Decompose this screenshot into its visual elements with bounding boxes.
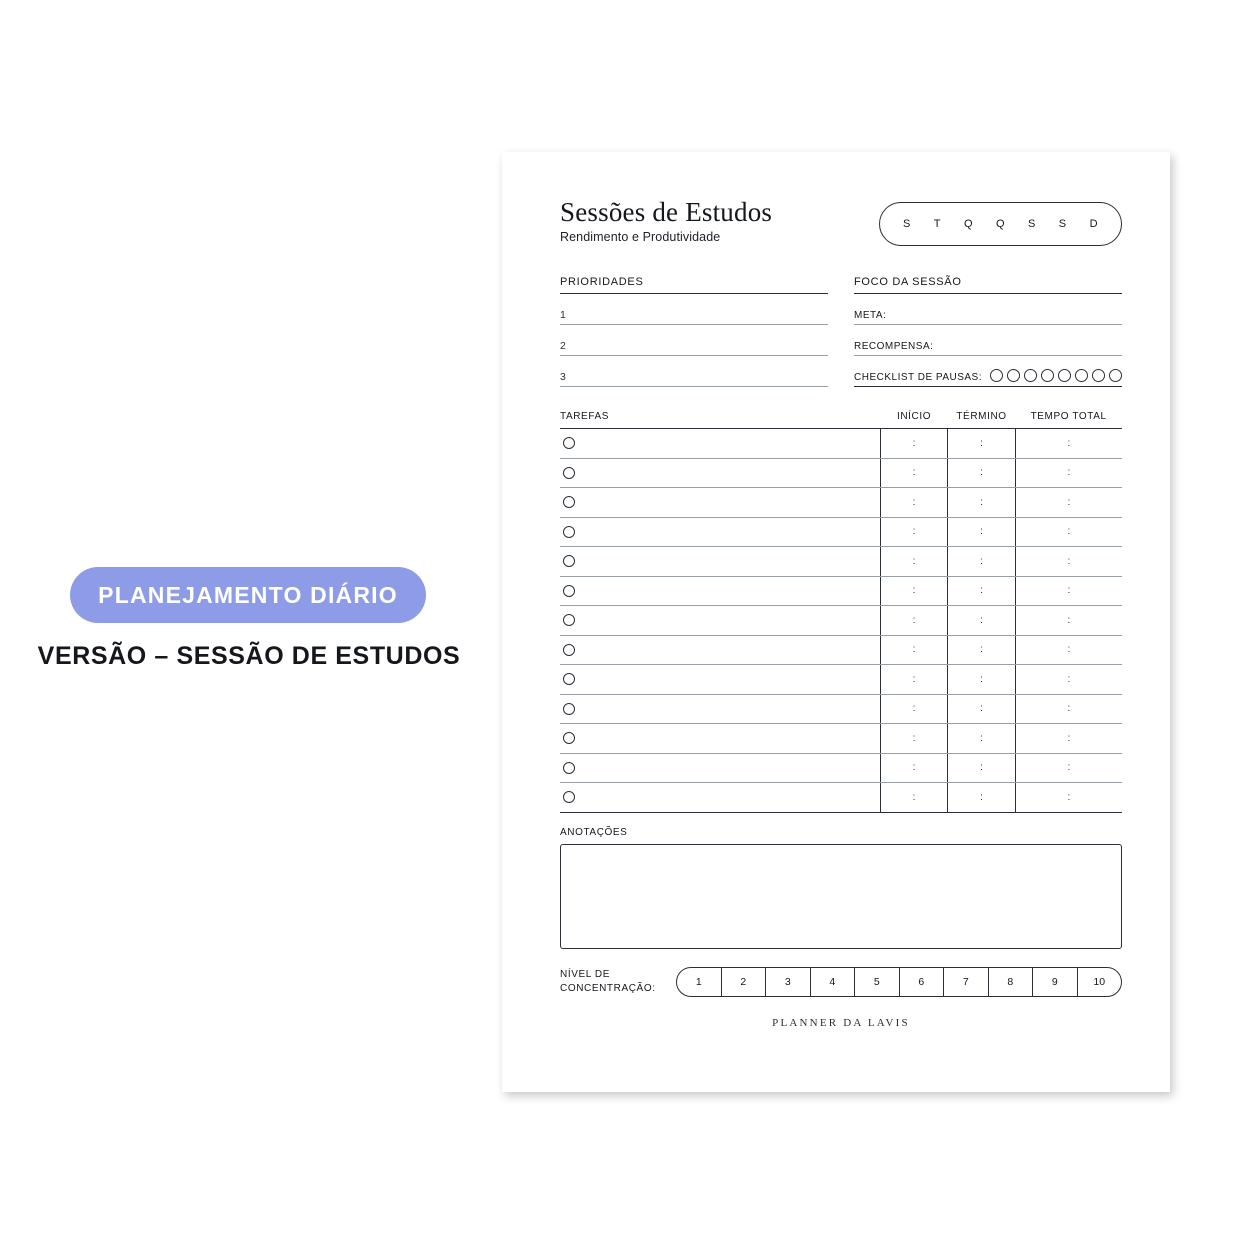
task-end-cell[interactable]: : xyxy=(948,576,1015,606)
priority-row[interactable] xyxy=(560,325,828,356)
table-row[interactable] xyxy=(560,724,1122,754)
task-start-cell[interactable]: : xyxy=(880,488,947,518)
planner-sheet xyxy=(502,152,1170,1092)
table-row[interactable] xyxy=(560,606,1122,636)
task-checkbox-icon[interactable] xyxy=(563,496,575,508)
task-start-cell[interactable]: : xyxy=(880,783,947,813)
task-start-cell[interactable]: : xyxy=(880,517,947,547)
table-row[interactable] xyxy=(560,429,1122,459)
task-total-cell[interactable]: : xyxy=(1015,547,1122,577)
task-end-cell[interactable]: : xyxy=(948,488,1015,518)
task-cell[interactable] xyxy=(560,517,880,547)
page-subtitle: Rendimento e Produtividade xyxy=(560,230,721,245)
task-checkbox-icon[interactable] xyxy=(563,526,575,538)
break-checkbox-icon[interactable] xyxy=(1007,369,1020,382)
task-start-cell[interactable]: : xyxy=(880,724,947,754)
task-total-cell[interactable]: : xyxy=(1015,517,1122,547)
concentration-option[interactable]: 4 xyxy=(811,968,856,996)
priorities-section xyxy=(560,276,828,387)
task-cell[interactable] xyxy=(560,458,880,488)
task-end-cell[interactable]: : xyxy=(948,547,1015,577)
table-row[interactable] xyxy=(560,488,1122,518)
priority-row[interactable] xyxy=(560,294,828,325)
table-row[interactable] xyxy=(560,783,1122,813)
reward-row[interactable] xyxy=(854,325,1122,356)
task-total-cell[interactable]: : xyxy=(1015,606,1122,636)
task-cell[interactable] xyxy=(560,783,880,813)
task-end-cell[interactable]: : xyxy=(948,694,1015,724)
brand-footer: PLANNER DA LAVIS xyxy=(772,1016,910,1029)
task-end-cell[interactable]: : xyxy=(948,724,1015,754)
task-cell[interactable] xyxy=(560,694,880,724)
weekday-option[interactable]: Q xyxy=(963,218,973,230)
priority-number: 1 xyxy=(560,309,566,321)
task-checkbox-icon[interactable] xyxy=(563,585,575,597)
task-total-cell[interactable]: : xyxy=(1015,576,1122,606)
col-end-heading: TÉRMINO xyxy=(948,411,1015,429)
weekday-selector[interactable] xyxy=(879,202,1122,246)
task-cell[interactable] xyxy=(560,724,880,754)
table-row[interactable] xyxy=(560,517,1122,547)
task-start-cell[interactable]: : xyxy=(880,547,947,577)
goal-label: META: xyxy=(854,310,887,321)
task-cell[interactable] xyxy=(560,606,880,636)
top-sections xyxy=(560,276,1122,387)
tasks-body xyxy=(560,429,1122,813)
weekday-option[interactable]: S xyxy=(1027,218,1036,230)
promo-subtitle: VERSÃO – SESSÃO DE ESTUDOS xyxy=(37,642,461,670)
task-checkbox-icon[interactable] xyxy=(563,762,575,774)
task-start-cell[interactable]: : xyxy=(880,576,947,606)
focus-heading: FOCO DA SESSÃO xyxy=(854,276,1122,294)
task-checkbox-icon[interactable] xyxy=(563,703,575,715)
tasks-heading: TAREFAS xyxy=(560,411,880,429)
task-checkbox-icon[interactable] xyxy=(563,732,575,744)
break-checkbox-icon[interactable] xyxy=(1092,369,1105,382)
concentration-option[interactable]: 1 xyxy=(677,968,722,996)
priority-number: 3 xyxy=(560,371,566,383)
table-row[interactable] xyxy=(560,635,1122,665)
concentration-option[interactable]: 9 xyxy=(1033,968,1078,996)
focus-section xyxy=(854,276,1122,387)
table-row[interactable] xyxy=(560,694,1122,724)
break-checkbox-icon[interactable] xyxy=(990,369,1003,382)
breaks-label: CHECKLIST DE PAUSAS: xyxy=(854,372,982,383)
break-checkbox-icon[interactable] xyxy=(1075,369,1088,382)
concentration-option[interactable]: 7 xyxy=(944,968,989,996)
tasks-table xyxy=(560,411,1122,813)
task-total-cell[interactable]: : xyxy=(1015,694,1122,724)
task-cell[interactable] xyxy=(560,488,880,518)
task-end-cell[interactable]: : xyxy=(948,783,1015,813)
task-total-cell[interactable]: : xyxy=(1015,724,1122,754)
weekday-option[interactable]: D xyxy=(1089,218,1099,230)
notes-heading: ANOTAÇÕES xyxy=(560,826,628,838)
task-checkbox-icon[interactable] xyxy=(563,614,575,626)
weekday-option[interactable]: Q xyxy=(995,218,1006,230)
concentration-option[interactable]: 10 xyxy=(1093,975,1106,988)
task-total-cell[interactable]: : xyxy=(1015,635,1122,665)
goal-row[interactable] xyxy=(854,294,1122,325)
task-cell[interactable] xyxy=(560,753,880,783)
task-total-cell[interactable]: : xyxy=(1015,753,1122,783)
break-checkbox-icon[interactable] xyxy=(1109,369,1122,382)
sheet-content xyxy=(560,198,1122,1060)
weekday-option[interactable]: S xyxy=(902,218,911,230)
break-checkbox-icon[interactable] xyxy=(1024,369,1037,382)
priorities-heading: PRIORIDADES xyxy=(560,276,828,294)
sheet-header xyxy=(560,198,1122,246)
task-cell[interactable] xyxy=(560,547,880,577)
promo-badge-label: PLANEJAMENTO DIÁRIO xyxy=(98,581,398,608)
task-end-cell[interactable]: : xyxy=(948,635,1015,665)
task-start-cell[interactable]: : xyxy=(880,665,947,695)
concentration-option[interactable]: 6 xyxy=(900,968,945,996)
task-checkbox-icon[interactable] xyxy=(563,555,575,567)
task-total-cell[interactable]: : xyxy=(1015,665,1122,695)
task-total-cell[interactable]: : xyxy=(1015,488,1122,518)
task-start-cell[interactable]: : xyxy=(880,694,947,724)
table-row[interactable] xyxy=(560,576,1122,606)
task-total-cell[interactable]: : xyxy=(1015,458,1122,488)
table-row[interactable] xyxy=(560,665,1122,695)
concentration-option[interactable]: 2 xyxy=(722,968,767,996)
title-block xyxy=(560,198,772,244)
concentration-label-line1: NÍVEL DE xyxy=(560,969,611,980)
task-start-cell[interactable]: : xyxy=(880,458,947,488)
col-total-heading: TEMPO TOTAL xyxy=(1015,411,1122,429)
task-checkbox-icon[interactable] xyxy=(563,644,575,656)
concentration-option[interactable]: 5 xyxy=(855,968,900,996)
table-row[interactable] xyxy=(560,753,1122,783)
task-start-cell[interactable]: : xyxy=(880,429,947,459)
table-row[interactable] xyxy=(560,547,1122,577)
concentration-label xyxy=(560,968,664,995)
task-checkbox-icon[interactable] xyxy=(563,791,575,803)
concentration-label-line2: CONCENTRAÇÃO: xyxy=(560,982,656,994)
breaks-row[interactable] xyxy=(854,356,1122,387)
task-checkbox-icon[interactable] xyxy=(563,673,575,685)
task-cell[interactable] xyxy=(560,429,880,459)
task-start-cell[interactable]: : xyxy=(880,635,947,665)
concentration-option[interactable]: 8 xyxy=(989,968,1034,996)
task-total-cell[interactable]: : xyxy=(1015,429,1122,459)
task-start-cell[interactable]: : xyxy=(880,753,947,783)
task-end-cell[interactable]: : xyxy=(948,517,1015,547)
task-end-cell[interactable]: : xyxy=(948,753,1015,783)
page-title: Sessões de Estudos xyxy=(560,197,773,227)
priority-row[interactable] xyxy=(560,356,828,387)
task-cell[interactable] xyxy=(560,665,880,695)
concentration-scale[interactable] xyxy=(676,967,1122,997)
task-checkbox-icon[interactable] xyxy=(563,467,575,479)
task-cell[interactable] xyxy=(560,635,880,665)
reward-label: RECOMPENSA: xyxy=(854,341,934,352)
weekday-option[interactable]: S xyxy=(1058,218,1067,230)
break-checkbox-icon[interactable] xyxy=(1041,369,1054,382)
task-start-cell[interactable]: : xyxy=(880,606,947,636)
concentration-option[interactable]: 3 xyxy=(766,968,811,996)
table-row[interactable] xyxy=(560,458,1122,488)
break-checkboxes[interactable] xyxy=(990,369,1122,382)
break-checkbox-icon[interactable] xyxy=(1058,369,1071,382)
priority-number: 2 xyxy=(560,340,566,352)
task-cell[interactable] xyxy=(560,576,880,606)
tasks-header-row xyxy=(560,411,1122,429)
task-end-cell[interactable]: : xyxy=(948,458,1015,488)
concentration-section xyxy=(560,967,1122,997)
notes-input[interactable] xyxy=(560,844,1122,949)
task-end-cell[interactable]: : xyxy=(948,606,1015,636)
promo-badge xyxy=(70,567,426,623)
weekday-option[interactable]: T xyxy=(933,218,941,230)
task-total-cell[interactable]: : xyxy=(1015,783,1122,813)
task-checkbox-icon[interactable] xyxy=(563,437,575,449)
task-end-cell[interactable]: : xyxy=(948,429,1015,459)
col-start-heading: INÍCIO xyxy=(880,411,947,429)
task-end-cell[interactable]: : xyxy=(948,665,1015,695)
